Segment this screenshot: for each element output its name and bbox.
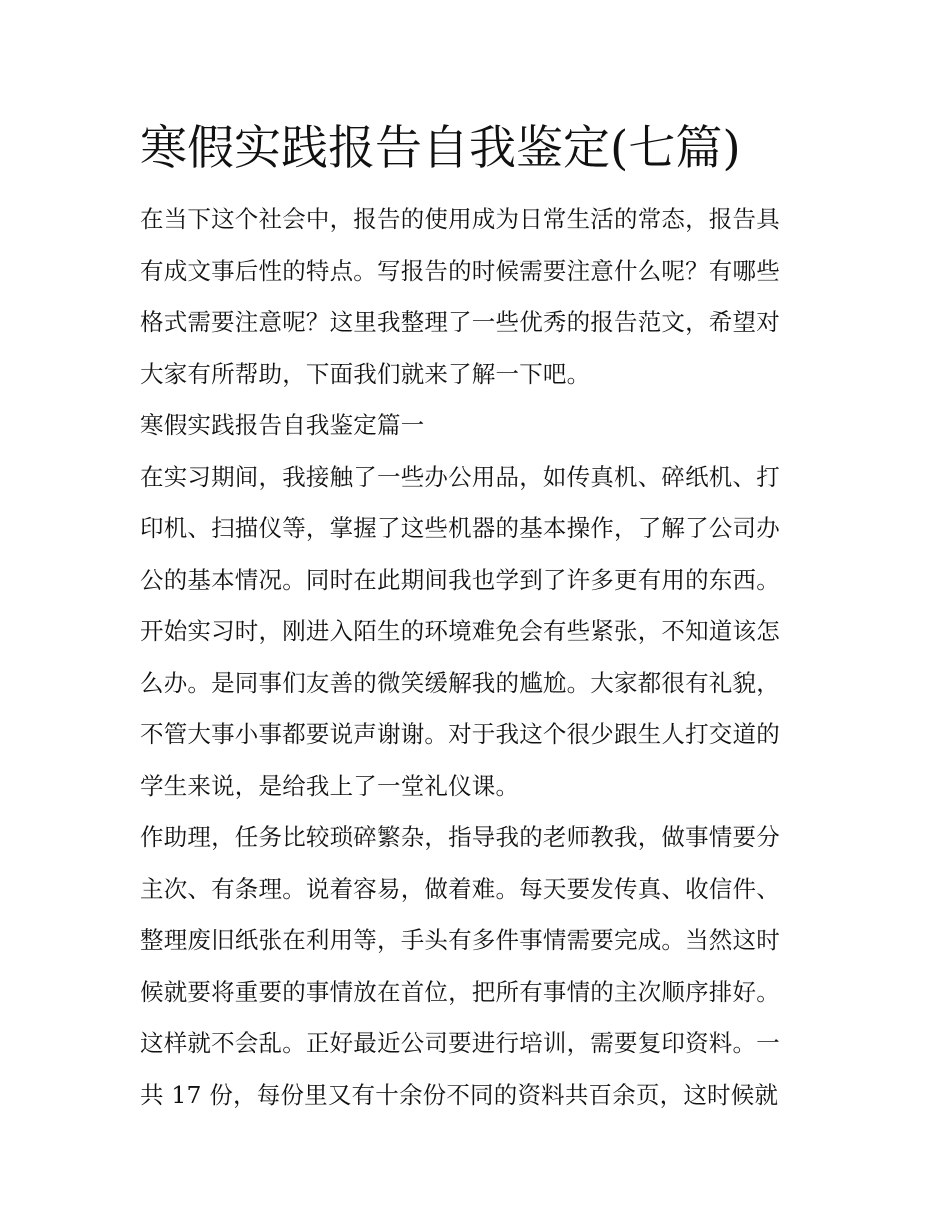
paragraph-line: 作助理，任务比较琐碎繁杂，指导我的老师教我，做事情要分 — [140, 823, 780, 851]
paragraph-line: 不管大事小事都要说声谢谢。对于我这个很少跟生人打交道的 — [140, 720, 780, 748]
document-title: 寒假实践报告自我鉴定(七篇) — [140, 121, 741, 176]
intro-line-3: 格式需要注意呢？这里我整理了一些优秀的报告范文，希望对 — [140, 308, 780, 336]
paragraph-line: 在实习期间，我接触了一些办公用品，如传真机、碎纸机、打 — [140, 462, 780, 491]
paragraph-line: 印机、扫描仪等，掌握了这些机器的基本操作，了解了公司办 — [140, 514, 780, 542]
intro-line-4: 大家有所帮助，下面我们就来了解一下吧。 — [140, 359, 591, 388]
paragraph-line: 开始实习时，刚进入陌生的环境难免会有些紧张，不知道该怎 — [140, 617, 780, 645]
section-heading-1: 寒假实践报告自我鉴定篇一 — [140, 411, 425, 439]
intro-line-1: 在当下这个社会中，报告的使用成为日常生活的常态，报告具 — [140, 205, 780, 233]
paragraph-line: 这样就不会乱。正好最近公司要进行培训，需要复印资料。一 — [140, 1029, 780, 1057]
paragraph-line: 整理废旧纸张在利用等，手头有多件事情需要完成。当然这时 — [140, 926, 780, 954]
paragraph-line: 学生来说，是给我上了一堂礼仪课。 — [140, 771, 520, 800]
paragraph-line: 主次、有条理。说着容易，做着难。每天要发传真、收信件、 — [140, 874, 780, 903]
paragraph-line: 候就要将重要的事情放在首位，把所有事情的主次顺序排好。 — [140, 977, 780, 1006]
document-content — [140, 118, 820, 1121]
paragraph-line: 共 17 份，每份里又有十余份不同的资料共百余页，这时候就 — [140, 1080, 779, 1109]
intro-line-2: 有成文事后性的特点。写报告的时候需要注意什么呢？有哪些 — [140, 256, 780, 285]
paragraph-line: 公的基本情况。同时在此期间我也学到了许多更有用的东西。 — [140, 565, 780, 594]
paragraph-line: 么办。是同事们友善的微笑缓解我的尴尬。大家都很有礼貌， — [140, 668, 780, 697]
document-body — [140, 194, 820, 1121]
